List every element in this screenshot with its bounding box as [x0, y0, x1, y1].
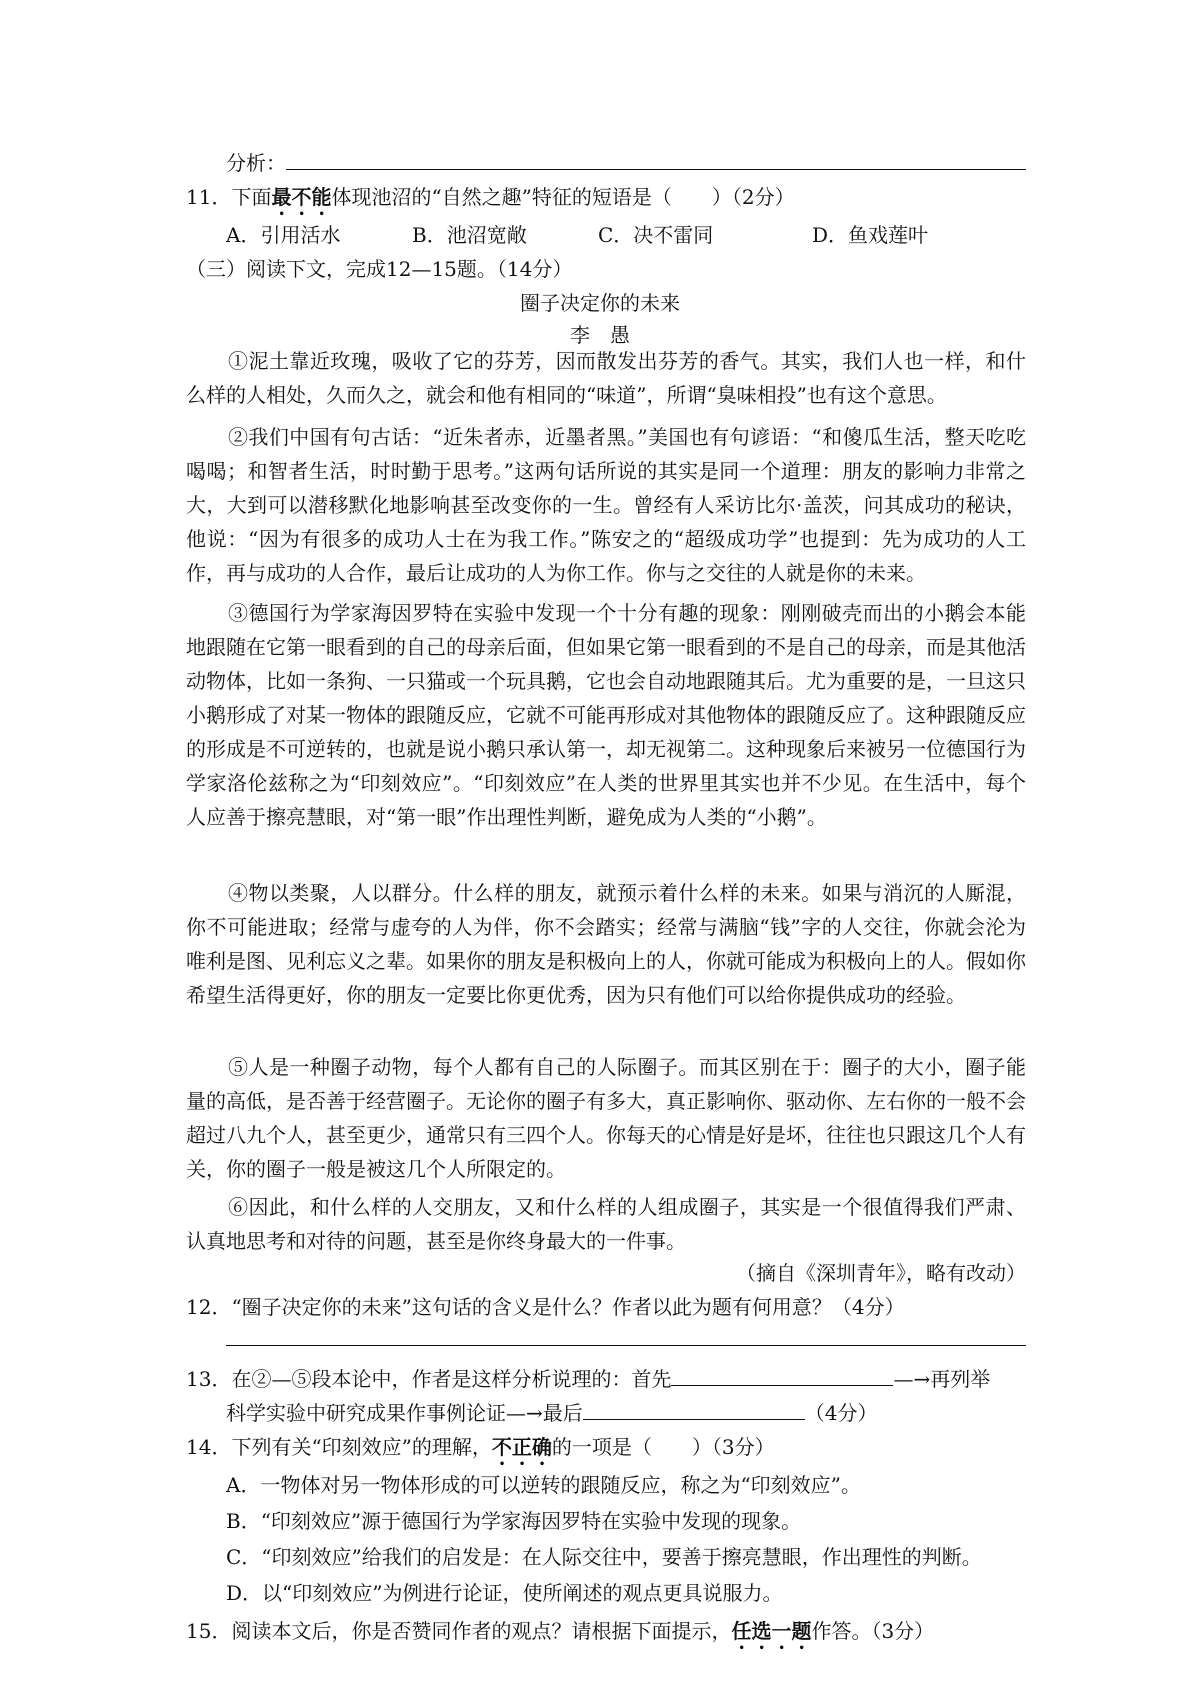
question-text: —→再列举: [893, 1367, 991, 1391]
section-header: （三）阅读下文，完成12—15题。（14分）: [186, 257, 573, 281]
question-15: [186, 1614, 934, 1654]
article-paragraph-4: ④物以类聚，人以群分。什么样的朋友，就预示着什么样的未来。如果与消沉的人厮混，你不可能进取；经常与虚夸的人为伴，你不会踏实；经常与满脑“钱”字的人交往，你就会沦为唯利是图、见利忘义之辈。如果你的朋友是积极向上的人，你就可能成为积极向上的人。假如你希望生活得更好，你的朋友一定要比你更优秀，因为只有他们可以给你提供成功的经验。: [186, 881, 1026, 1007]
question-number: 13．: [186, 1367, 232, 1391]
question-text: 阅读本文后，你是否赞同作者的观点？请根据下面提示，: [231, 1619, 732, 1643]
question-number: 15．: [186, 1619, 232, 1643]
article-paragraph-3: ③德国行为学家海因罗特在实验中发现一个十分有趣的现象：刚刚破壳而出的小鹅会本能地跟随在它第一眼看到的自己的母亲后面，但如果它第一眼看到的不是自己的母亲，而是其他活动物体，比如一条狗、一只猫或一个玩具鹅，它也会自动地跟随其后。尤为重要的是，一旦这只小鹅形成了对某一物体的跟随反应，它就不可能再形成对其他物体的跟随反应了。这种跟随反应的形成是不可逆转的，也就是说小鹅只承认第一，却无视第二。这种现象后来被另一位德国行为学家洛伦兹称之为“印刻效应”。“印刻效应”在人类的世界里其实也并不少见。在生活中，每个人应善于擦亮慧眼，对“第一眼”作出理性判断，避免成为人类的“小鹅”。: [186, 601, 1026, 829]
q14-option-a[interactable]: A．一物体对另一物体形成的可以逆转的跟随反应，称之为“印刻效应”。: [226, 1473, 861, 1497]
q14-option-c[interactable]: C．“印刻效应”给我们的启发是：在人际交往中，要善于擦亮慧眼，作出理性的判断。: [226, 1545, 982, 1569]
article-paragraph-6: ⑥因此，和什么样的人交朋友，又和什么样的人组成圈子，其实是一个很值得我们严肃、认真地思考和对待的问题，甚至是你终身最大的一件事。: [186, 1195, 1026, 1253]
q11-option-a[interactable]: A．引用活水: [226, 223, 341, 247]
question-text: 下列有关“印刻效应”的理解，: [231, 1435, 492, 1459]
analysis-answer-blank[interactable]: [286, 147, 1026, 170]
article-title: 圈子决定你的未来: [520, 291, 680, 315]
question-13-line-2: [226, 1396, 878, 1430]
question-text: 的一项是（ ）（3分）: [551, 1435, 775, 1459]
q11-option-d[interactable]: D．鱼戏莲叶: [812, 223, 929, 247]
question-number: 11．: [186, 185, 232, 209]
question-12: [186, 1290, 905, 1324]
article-source: （摘自《深圳青年》，略有改动）: [736, 1261, 1026, 1285]
question-text: 在②—⑤段本论中，作者是这样分析说理的：首先: [231, 1367, 672, 1391]
question-11: [186, 180, 795, 220]
article-paragraph-1: ①泥土靠近玫瑰，吸收了它的芬芳，因而散发出芬芳的香气。其实，我们人也一样，和什么样的人相处，久而久之，就会和他有相同的“味道”，所谓“臭味相投”也有这个意思。: [186, 349, 1026, 407]
emphasized-text: 任选一题: [731, 1619, 812, 1643]
emphasized-text: 最不能: [271, 185, 332, 209]
q12-answer-line[interactable]: [226, 1322, 1026, 1356]
q14-option-d[interactable]: D．以“印刻效应”为例进行论证，使所阐述的观点更具说服力。: [226, 1581, 783, 1605]
question-text: 体现池沼的“自然之趣”特征的短语是（ ）（2分）: [331, 185, 795, 209]
question-number: 14．: [186, 1435, 232, 1459]
analysis-line: [226, 146, 1026, 180]
article-author: 李 愚: [570, 323, 630, 347]
emphasized-text: 不正确: [491, 1435, 552, 1459]
analysis-label: 分析：: [226, 151, 286, 175]
question-text: 作答。（3分）: [811, 1619, 935, 1643]
question-number: 12．: [186, 1295, 232, 1319]
q11-option-b[interactable]: B．池沼宽敞: [412, 223, 527, 247]
q13-blank-1[interactable]: [671, 1363, 893, 1386]
question-text: （4分）: [804, 1401, 878, 1425]
q14-option-b[interactable]: B．“印刻效应”源于德国行为学家海因罗特在实验中发现的现象。: [226, 1509, 802, 1533]
question-text: 下面: [231, 185, 272, 209]
question-text: 科学实验中研究成果作事例论证—→最后: [226, 1401, 583, 1425]
article-paragraph-5: ⑤人是一种圈子动物，每个人都有自己的人际圈子。而其区别在于：圈子的大小，圈子能量的高低，是否善于经营圈子。无论你的圈子有多大，真正影响你、驱动你、左右你的一般不会超过八九个人，甚至更少，通常只有三四个人。你每天的心情是好是坏，往往也只跟这几个人有关，你的圈子一般是被这几个人所限定的。: [186, 1055, 1026, 1181]
article-paragraph-2: ②我们中国有句古话：“近朱者赤，近墨者黑。”美国也有句谚语：“和傻瓜生活，整天吃吃喝喝；和智者生活，时时勤于思考。”这两句话所说的其实是同一个道理：朋友的影响力非常之大，大到可以潜移默化地影响甚至改变你的一生。曾经有人采访比尔·盖茨，问其成功的秘诀，他说：“因为有很多的成功人士在为我工作。”陈安之的“超级成功学”也提到：先为成功的人工作，再与成功的人合作，最后让成功的人为你工作。你与之交往的人就是你的未来。: [186, 425, 1026, 585]
question-14: [186, 1430, 775, 1470]
question-text: “圈子决定你的未来”这句话的含义是什么？作者以此为题有何用意？（4分）: [231, 1295, 905, 1319]
answer-blank[interactable]: [226, 1323, 1026, 1346]
q11-option-c[interactable]: C．决不雷同: [598, 223, 714, 247]
q13-blank-2[interactable]: [583, 1397, 805, 1420]
question-13: [186, 1362, 990, 1396]
